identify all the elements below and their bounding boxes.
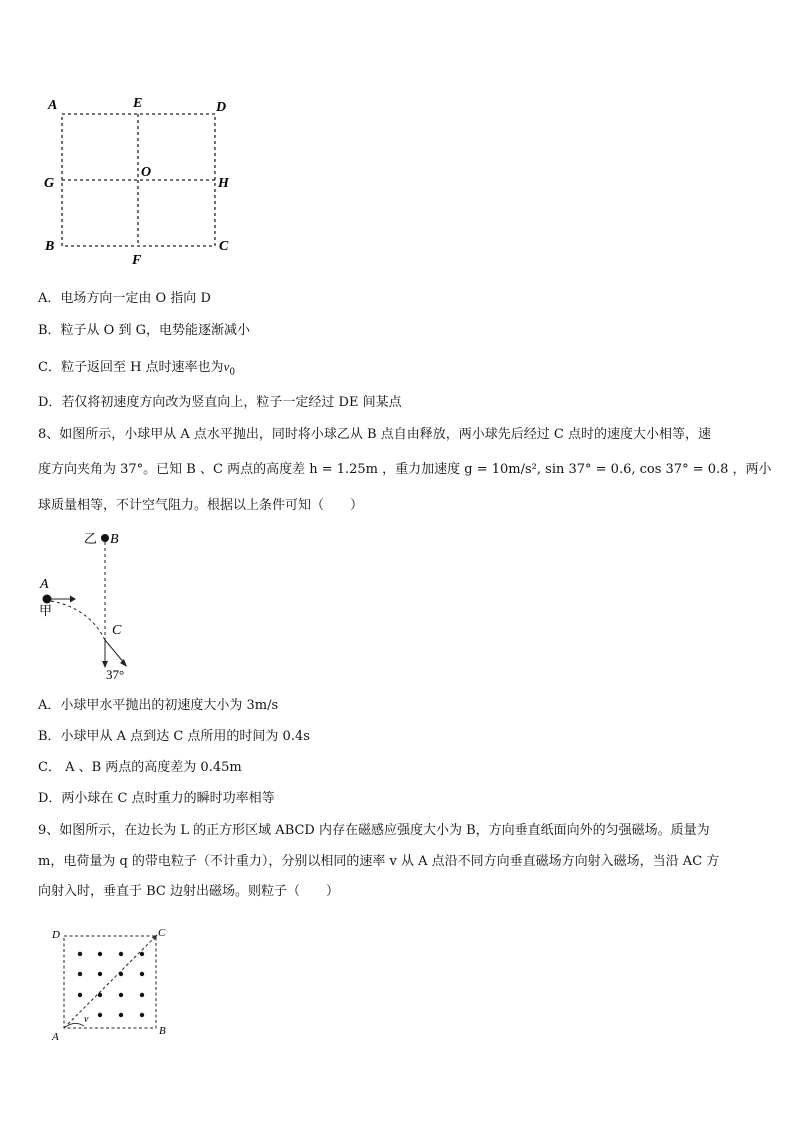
- field-dot: [98, 972, 102, 976]
- label-H: H: [218, 176, 229, 191]
- q9-stem-line1: 9、如图所示，在边长为 L 的正方形区域 ABCD 内存在磁感应强度大小为 B，方向垂直纸面向外的匀强磁场。质量为: [38, 823, 710, 838]
- field-dot: [78, 993, 82, 997]
- field-dot: [119, 972, 123, 976]
- q8-stem-line2: 度方向夹角为 37°。已知 B 、C 两点的高度差 h = 1.25m ，重力加速度 g = 10m/s², sin 37° = 0.6, cos 37° = 0.8 ，两小: [38, 462, 772, 477]
- q9-stem-line3: 向射入时，垂直于 BC 边射出磁场。则粒子（ ）: [38, 884, 340, 899]
- label-D: D: [216, 100, 227, 115]
- q8-option-b: B．小球甲从 A 点到达 C 点所用的时间为 0.4s: [38, 729, 310, 744]
- label-B: B: [159, 1025, 166, 1037]
- q7-option-a: A．电场方向一定由 O 指向 D: [38, 291, 211, 306]
- magnetic-field-figure: [44, 922, 184, 1047]
- field-dot: [98, 993, 102, 997]
- label-B: B: [45, 239, 55, 254]
- q8-option-d: D．两小球在 C 点时重力的瞬时功率相等: [38, 791, 275, 806]
- label-jia: 甲: [39, 603, 53, 618]
- field-dot: [140, 972, 144, 976]
- field-dot: [98, 1013, 102, 1017]
- label-A: A: [48, 98, 58, 113]
- angle-label: 37°: [106, 667, 125, 682]
- label-D: D: [52, 929, 60, 941]
- label-F: F: [132, 253, 142, 267]
- q7-option-d: D．若仅将初速度方向改为竖直向上，粒子一定经过 DE 间某点: [38, 395, 402, 410]
- field-dot: [119, 1013, 123, 1017]
- q9-stem-line2: m，电荷量为 q 的带电粒子（不计重力），分别以相同的速率 v 从 A 点沿不同方向垂直磁场方向射入磁场，当沿 AC 方: [38, 854, 720, 869]
- label-C: C: [158, 927, 166, 939]
- field-dot: [98, 952, 102, 956]
- label-A: A: [52, 1031, 59, 1043]
- q8-option-c: C． A 、B 两点的高度差为 0.45m: [38, 760, 242, 775]
- q8-option-a: A．小球甲水平抛出的初速度大小为 3m/s: [38, 698, 279, 713]
- field-dot: [140, 993, 144, 997]
- q8-stem-line3: 球质量相等，不计空气阻力。根据以上条件可知（ ）: [38, 498, 364, 513]
- q7-option-b: B．粒子从 O 到 G，电势能逐渐减小: [38, 323, 250, 338]
- label-C: C: [112, 623, 122, 638]
- projectile-figure: [34, 528, 144, 683]
- label-G: G: [44, 176, 55, 191]
- label-v: v: [84, 1014, 89, 1025]
- field-dot: [140, 952, 144, 956]
- q7-option-c: C．粒子返回至 H 点时速率也为$v_0$: [38, 359, 236, 378]
- field-dot: [78, 952, 82, 956]
- label-A: A: [40, 577, 49, 592]
- label-B: B: [110, 532, 119, 547]
- field-dot: [78, 972, 82, 976]
- q8-stem-line1: 8、如图所示，小球甲从 A 点水平抛出，同时将小球乙从 B 点自由释放，两小球先后经过 C 点时的速度大小相等，速: [38, 427, 711, 442]
- label-E: E: [133, 96, 143, 111]
- field-dot: [140, 1013, 144, 1017]
- label-C: C: [219, 239, 229, 254]
- field-dot: [119, 993, 123, 997]
- label-O: O: [141, 165, 152, 180]
- field-dot: [119, 952, 123, 956]
- label-yi: 乙: [84, 531, 98, 546]
- square-field-figure: [40, 92, 240, 267]
